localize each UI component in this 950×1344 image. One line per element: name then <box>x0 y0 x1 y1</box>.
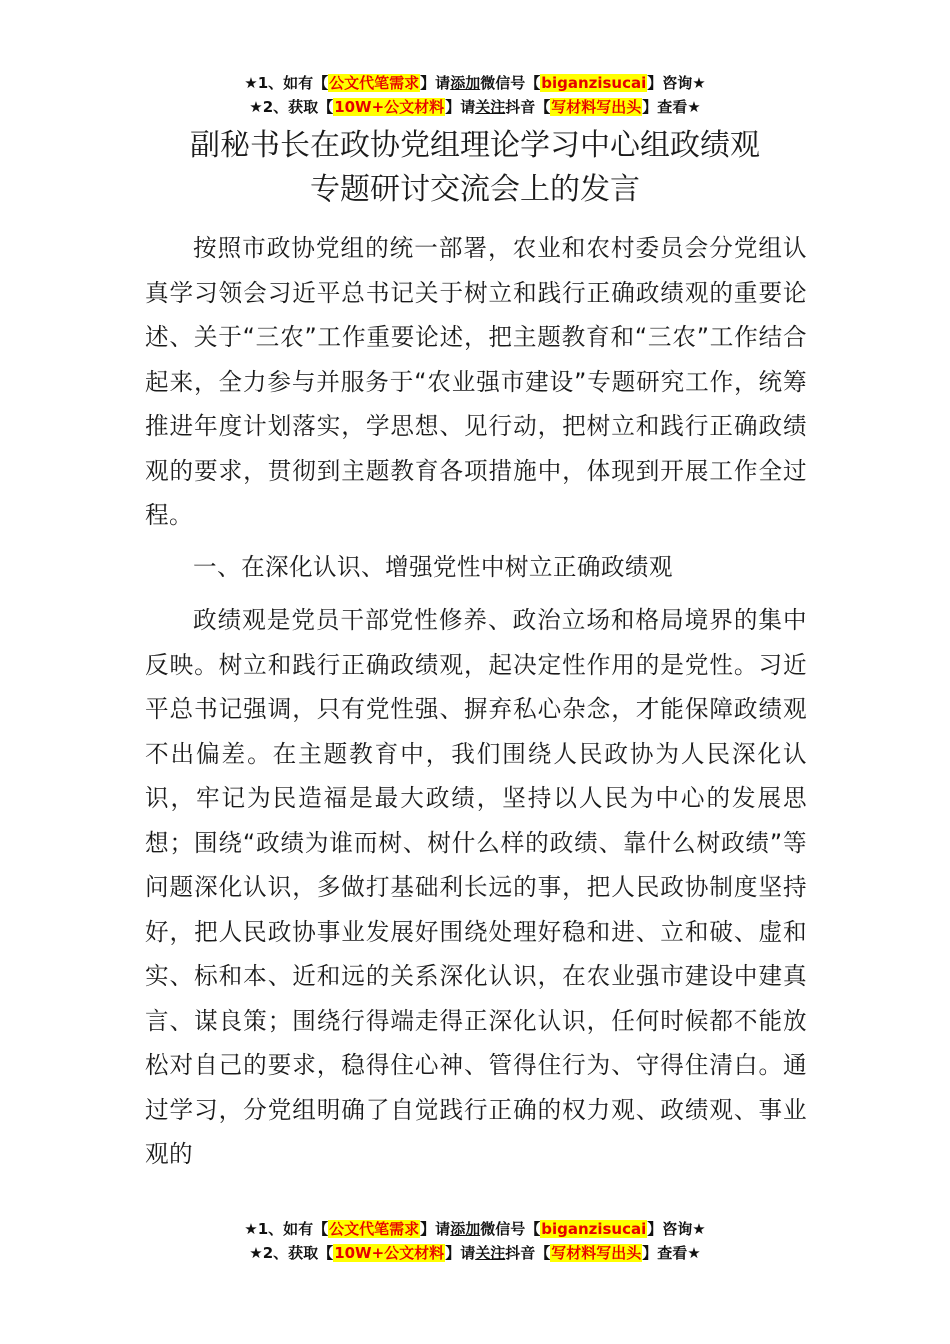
paragraph-section-1 <box>145 598 807 1177</box>
header-banner <box>0 71 950 119</box>
title-line-1: 副秘书长在政协党组理论学习中心组政绩观 <box>190 128 760 163</box>
banner-text: ★2、获取【 <box>249 98 334 116</box>
paragraph-text: 政绩观是党员干部党性修养、政治立场和格局境界的集中反映。树立和践行正确政绩观，起决定性作用的是党性。习近平总书记强调，只有党性强、摒弃私心杂念，才能保障政绩观不出偏差。在主题教育中，我们围绕人民政协为人民深化认识，牢记为民造福是最大政绩，坚持以人民为中心的发展思想；围绕“政绩为谁而树、树什么样的政绩、靠什么树政绩”等问题深化认识，多做打基础利长远的事，把人民政协制度坚持好，把人民政协事业发展好围绕处理好稳和进、立和破、虚和实、标和本、近和远的关系深化认识，在农业强市建设中建真言、谋良策；围绕行得端走得正深化认识，任何时候都不能放松对自己的要求，稳得住心神、管得住行为、守得住清白。通过学习，分党组明确了自觉践行正确的权力观、政绩观、事业观的 <box>145 606 807 1168</box>
banner-text: 抖音【 <box>505 1244 551 1262</box>
paragraph-text: 按照市政协党组的统一部署，农业和农村委员会分党组认真学习领会习近平总书记关于树立和践行正确政绩观的重要论述、关于“三农”工作重要论述，把主题教育和“三农”工作结合起来，全力参与并服务于“农业强市建设”专题研究工作，统筹推进年度计划落实，学思想、见行动，把树立和践行正确政绩观的要求，贯彻到主题教育各项措施中，体现到开展工作全过程。 <box>145 234 807 529</box>
banner-text: 抖音【 <box>505 98 551 116</box>
paragraph-intro <box>145 226 807 538</box>
banner-line-2 <box>0 1241 950 1265</box>
highlight-materials: 10W+公文材料 <box>334 1244 445 1262</box>
highlight-wechat-id: biganzisucai <box>541 1220 647 1238</box>
banner-line-1 <box>0 1217 950 1241</box>
banner-text: 】请 <box>420 74 451 92</box>
highlight-wechat-id: biganzisucai <box>541 74 647 92</box>
section-heading <box>145 545 807 590</box>
footer-banner <box>0 1217 950 1265</box>
underlined-text: 添加 <box>450 74 481 92</box>
banner-text: 】查看★ <box>642 98 701 116</box>
banner-text: ★2、获取【 <box>249 1244 334 1262</box>
banner-text: 】请 <box>445 1244 476 1262</box>
banner-text: 】请 <box>445 98 476 116</box>
highlight-douyin-account: 写材料写出头 <box>551 1244 642 1262</box>
highlight-materials: 10W+公文材料 <box>334 98 445 116</box>
banner-text: 】请 <box>420 1220 451 1238</box>
highlight-douyin-account: 写材料写出头 <box>551 98 642 116</box>
title-line-2: 专题研讨交流会上的发言 <box>310 172 640 207</box>
underlined-text: 关注 <box>475 98 506 116</box>
banner-text: 微信号【 <box>480 1220 541 1238</box>
underlined-text: 关注 <box>475 1244 506 1262</box>
banner-text: ★1、如有【 <box>244 1220 329 1238</box>
banner-text: 微信号【 <box>480 74 541 92</box>
heading-text: 一、在深化认识、增强党性中树立正确政绩观 <box>193 553 673 581</box>
banner-line-2 <box>0 95 950 119</box>
highlight-service: 公文代笔需求 <box>329 1220 420 1238</box>
banner-text: 】咨询★ <box>647 74 706 92</box>
banner-line-1 <box>0 71 950 95</box>
banner-text: 】咨询★ <box>647 1220 706 1238</box>
banner-text: 】查看★ <box>642 1244 701 1262</box>
highlight-service: 公文代笔需求 <box>329 74 420 92</box>
banner-text: ★1、如有【 <box>244 74 329 92</box>
document-title <box>0 124 950 212</box>
underlined-text: 添加 <box>450 1220 481 1238</box>
